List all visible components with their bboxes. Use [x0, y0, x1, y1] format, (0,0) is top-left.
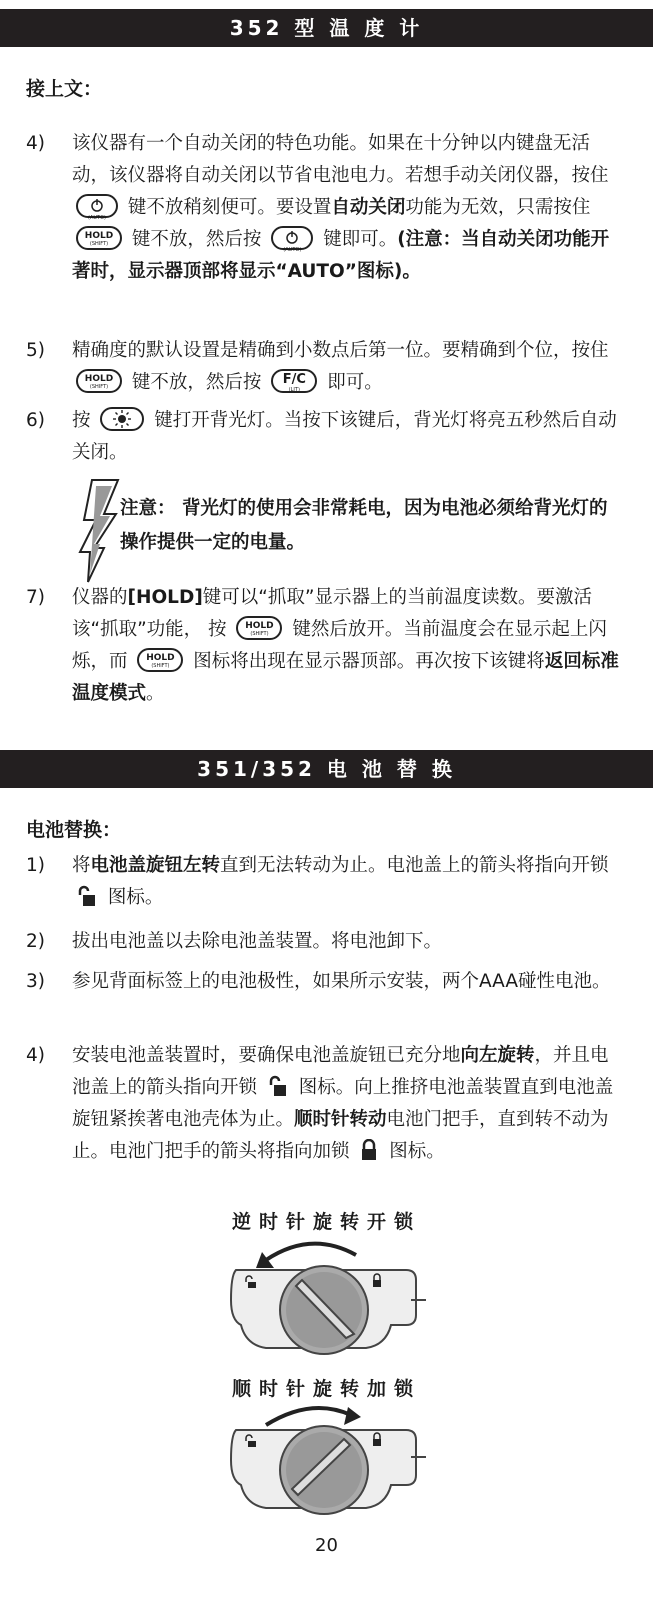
item-number: 4) [26, 1045, 45, 1066]
unlock-icon [78, 885, 96, 907]
battery-step-2 [26, 926, 626, 958]
battery-step-3 [26, 966, 626, 998]
text-bold: 自动关闭 [331, 197, 406, 218]
text-run: 将 [72, 855, 91, 876]
page-number: 20 [315, 1535, 338, 1556]
key-sublabel: (SHIFT) [89, 384, 109, 390]
lock-caption: 顺时针旋转加锁 [231, 1378, 421, 1400]
item-text [72, 128, 626, 288]
item-text [72, 335, 626, 399]
key-label: HOLD [146, 653, 175, 663]
key-label: HOLD [245, 621, 274, 631]
battery-heading: 电池替换： [26, 819, 122, 841]
backlight-key-icon [100, 407, 144, 431]
backlight-note: 注意： 背光灯的使用会非常耗电，因为电池必须给背光灯的操作提供一定的电量。 [120, 498, 608, 553]
text-run: 键打开背光灯。当按下该键后，背光灯将亮五秒然后自动关闭。 [72, 410, 617, 463]
hold-key-icon [137, 648, 183, 672]
text-run: 仪器的 [72, 587, 128, 608]
text-bold: [HOLD] [127, 587, 203, 608]
item-number: 7) [26, 587, 45, 608]
text-run: 即可。 [327, 372, 383, 393]
text-run: 图标。 [389, 1141, 445, 1162]
text-run: 键不放，然后按 [131, 229, 262, 250]
unlock-icon [269, 1075, 287, 1097]
key-sublabel: (SHIFT) [151, 663, 170, 669]
hold-key-icon [76, 369, 122, 393]
list-item-6 [26, 405, 626, 469]
battery-step-4 [26, 1040, 626, 1168]
item-text [72, 405, 626, 469]
section-header-battery: 351/352 电 池 替 换 [0, 750, 653, 788]
auto-power-key-icon [271, 226, 313, 253]
key-sublabel: (AUTO) [88, 215, 106, 221]
lock-icon [361, 1139, 377, 1161]
list-item-5 [26, 335, 626, 399]
key-sublabel: (LIT) [288, 387, 300, 393]
text-bold: (注意：当自动关闭功能开著时，显示器顶部将显示“AUTO”图标)。 [72, 229, 610, 282]
key-label: F/C [282, 372, 306, 387]
key-sublabel: (AUTO) [283, 247, 302, 253]
continued-heading: 接上文： [26, 78, 103, 100]
key-sublabel: (SHIFT) [250, 631, 269, 637]
text-run: 电池门把手，直到转不动为止。电池门把手的箭头将指向加锁 [72, 1109, 609, 1162]
lightning-warning-icon [78, 478, 122, 584]
text-run: 安装电池盖装置时，要确保电池盖旋钮已充分地 [72, 1045, 461, 1066]
item-number: 4) [26, 133, 45, 154]
item-text: 参见背面标签上的电池极性，如果所示安装，两个AAA碰性电池。 [72, 971, 611, 992]
hold-key-icon [236, 616, 282, 640]
text-run: 直到无法转动为止。电池盖上的箭头将指向开锁 [220, 855, 609, 876]
key-sublabel: (SHIFT) [89, 241, 109, 247]
hold-key-icon [76, 226, 122, 250]
battery-step-1 [26, 850, 626, 914]
list-item-7 [26, 582, 626, 710]
text-run: 键不放稍刻便可。要设置 [127, 197, 332, 218]
text-run: 图标将出现在显示器顶部。再次按下该键将 [193, 651, 545, 672]
unlock-caption: 逆时针旋转开锁 [231, 1211, 421, 1233]
item-number: 1) [26, 855, 45, 876]
text-bold: 电池盖旋钮左转 [90, 855, 221, 876]
item-text [72, 1040, 626, 1168]
key-label: HOLD [84, 374, 114, 384]
battery-cover-unlock-diagram [226, 1230, 426, 1370]
item-text [72, 850, 626, 914]
text-run: 图标。 [107, 887, 164, 908]
text-run: 键然后放开。当前温度会在显示起上闪烁，而 [72, 619, 607, 672]
text-run: ，并且电池盖上的箭头指向开锁 [72, 1045, 609, 1098]
section-header-thermometer: 352 型 温 度 计 [0, 9, 653, 47]
text-run: 精确度的默认设置是精确到小数点后第一位。要精确到个位，按住 [72, 340, 609, 361]
item-number: 6) [26, 410, 45, 431]
auto-power-key-icon [76, 194, 118, 221]
text-run: 。 [146, 683, 165, 704]
list-item-4 [26, 128, 626, 288]
fc-key-icon [271, 369, 317, 393]
text-run: 键不放，然后按 [131, 372, 262, 393]
item-number: 2) [26, 931, 45, 952]
text-bold: 返回标准温度模式 [72, 651, 619, 704]
text-run: 该仪器有一个自动关闭的特色功能。如果在十分钟以内键盘无活动，该仪器将自动关闭以节省电池电力。若想手动关闭仪器，按住 [72, 133, 609, 186]
text-bold: 顺时针转动 [294, 1109, 387, 1130]
key-label: HOLD [84, 231, 114, 241]
item-text [72, 582, 626, 710]
battery-cover-lock-diagram [226, 1395, 426, 1525]
text-run: 按 [72, 410, 91, 431]
text-run: 键即可。 [323, 229, 398, 250]
text-bold: 向左旋转 [460, 1045, 535, 1066]
text-run: 键可以“抓取”显示器上的当前温度读数。要激活该“抓取”功能， 按 [72, 587, 592, 640]
text-run: 图标。向上推挤电池盖装置直到电池盖旋钮紧挨著电池壳体为止。 [72, 1077, 614, 1130]
item-number: 3) [26, 971, 45, 992]
text-run: 功能为无效，只需按住 [405, 197, 591, 218]
item-text: 拔出电池盖以去除电池盖装置。将电池卸下。 [72, 931, 443, 952]
item-number: 5) [26, 340, 45, 361]
